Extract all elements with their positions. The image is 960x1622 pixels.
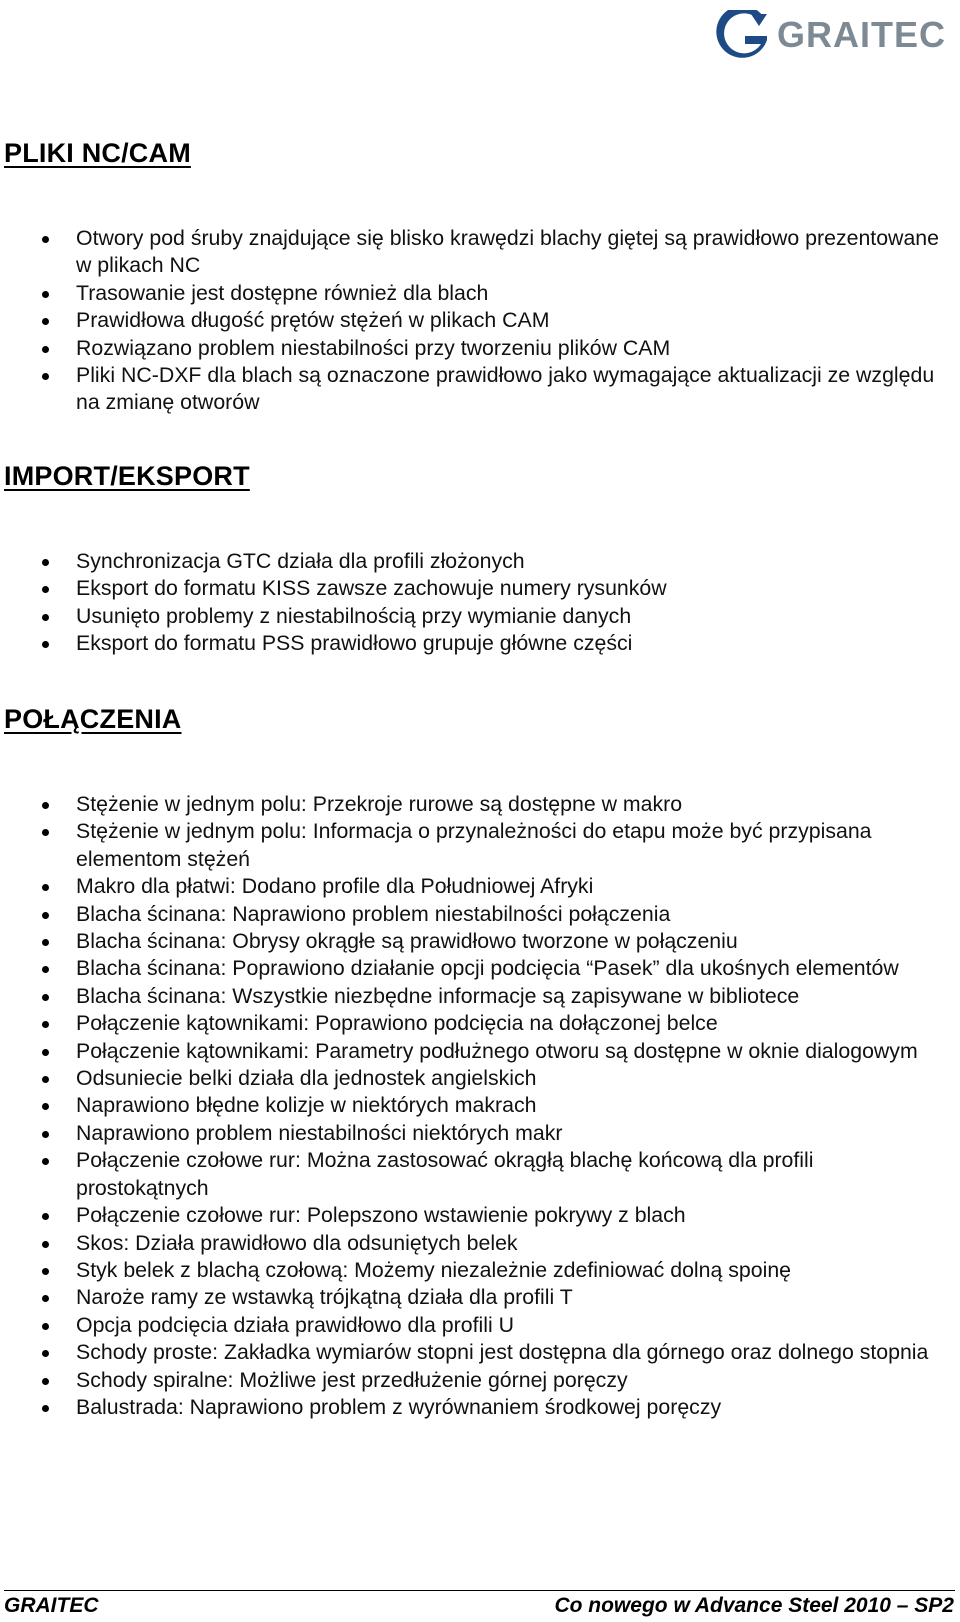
- list-item: Balustrada: Naprawiono problem z wyrównaniem środkowej poręczy: [4, 1394, 940, 1421]
- bullet-icon: [42, 559, 49, 566]
- list-item: Pliki NC-DXF dla blach są oznaczone prawidłowo jako wymagające aktualizacji ze względu na zmianę otworów: [4, 362, 940, 417]
- section-title: PLIKI NC/CAM: [4, 138, 191, 168]
- list-item: Skos: Działa prawidłowo dla odsuniętych belek: [4, 1230, 940, 1257]
- list-item: Połączenie kątownikami: Parametry podłużnego otworu są dostępne w oknie dialogowym: [4, 1038, 940, 1065]
- list-item: Stężenie w jednym polu: Informacja o przynależności do etapu może być przypisana elementom stężeń: [4, 818, 940, 873]
- list-item: Blacha ścinana: Poprawiono działanie opcji podcięcia “Pasek” dla ukośnych elementów: [4, 955, 940, 982]
- bullet-icon: [42, 1076, 49, 1083]
- list-item: Naprawiono problem niestabilności niektórych makr: [4, 1120, 940, 1147]
- list-item: Blacha ścinana: Wszystkie niezbędne informacje są zapisywane w bibliotece: [4, 983, 940, 1010]
- list-item: Rozwiązano problem niestabilności przy tworzeniu plików CAM: [4, 335, 940, 362]
- bullet-list: [4, 225, 940, 417]
- list-item: Naroże ramy ze wstawką trójkątną działa dla profili T: [4, 1284, 940, 1311]
- bullet-icon: [42, 236, 49, 243]
- bullet-icon: [42, 373, 49, 380]
- bullet-icon: [42, 641, 49, 648]
- list-item: Usunięto problemy z niestabilnością przy wymianie danych: [4, 603, 940, 630]
- bullet-icon: [42, 829, 49, 836]
- bullet-icon: [42, 291, 49, 298]
- list-item: Odsuniecie belki działa dla jednostek angielskich: [4, 1065, 940, 1092]
- list-item: Schody proste: Zakładka wymiarów stopni jest dostępna dla górnego oraz dolnego stopnia: [4, 1339, 940, 1366]
- bullet-icon: [42, 939, 49, 946]
- bullet-list: [4, 791, 940, 1421]
- bullet-icon: [42, 1131, 49, 1138]
- bullet-icon: [42, 994, 49, 1001]
- bullet-icon: [42, 1405, 49, 1412]
- bullet-icon: [42, 1103, 49, 1110]
- list-item: Blacha ścinana: Naprawiono problem niestabilności połączenia: [4, 901, 940, 928]
- bullet-list: [4, 548, 940, 658]
- bullet-icon: [42, 1049, 49, 1056]
- bullet-icon: [42, 318, 49, 325]
- graitec-g-icon: [715, 10, 773, 60]
- section-pliki-nc-cam: [4, 138, 940, 417]
- bullet-icon: [42, 1378, 49, 1385]
- graitec-logo: [696, 6, 946, 64]
- section-title: IMPORT/EKSPORT: [4, 461, 250, 491]
- bullet-icon: [42, 346, 49, 353]
- list-item: Otwory pod śruby znajdujące się blisko krawędzi blachy giętej są prawidłowo prezentowane w plikach NC: [4, 225, 940, 280]
- list-item: Połączenie czołowe rur: Polepszono wstawienie pokrywy z blach: [4, 1202, 940, 1229]
- bullet-icon: [42, 802, 49, 809]
- bullet-icon: [42, 1350, 49, 1357]
- bullet-icon: [42, 1158, 49, 1165]
- list-item: Połączenie kątownikami: Poprawiono podcięcia na dołączonej belce: [4, 1010, 940, 1037]
- list-item: Opcja podcięcia działa prawidłowo dla profili U: [4, 1312, 940, 1339]
- list-item: Blacha ścinana: Obrysy okrągłe są prawidłowo tworzone w połączeniu: [4, 928, 940, 955]
- bullet-icon: [42, 966, 49, 973]
- list-item: Styk belek z blachą czołową: Możemy niezależnie zdefiniować dolną spoinę: [4, 1257, 940, 1284]
- bullet-icon: [42, 1241, 49, 1248]
- footer-company: GRAITEC: [4, 1594, 99, 1617]
- bullet-icon: [42, 912, 49, 919]
- bullet-icon: [42, 884, 49, 891]
- bullet-icon: [42, 1021, 49, 1028]
- section-polaczenia: [4, 704, 940, 1421]
- list-item: Schody spiralne: Możliwe jest przedłużenie górnej poręczy: [4, 1367, 940, 1394]
- bullet-icon: [42, 1295, 49, 1302]
- footer-document-title: Co nowego w Advance Steel 2010 – SP2: [554, 1594, 954, 1617]
- bullet-icon: [42, 1323, 49, 1330]
- list-item: Trasowanie jest dostępne również dla blach: [4, 280, 940, 307]
- list-item: Makro dla płatwi: Dodano profile dla Południowej Afryki: [4, 873, 940, 900]
- bullet-icon: [42, 586, 49, 593]
- list-item: Eksport do formatu PSS prawidłowo grupuje główne części: [4, 630, 940, 657]
- list-item: Naprawiono błędne kolizje w niektórych makrach: [4, 1092, 940, 1119]
- section-title: POŁĄCZENIA: [4, 704, 182, 734]
- list-item: Połączenie czołowe rur: Można zastosować okrągłą blachę końcową dla profili prostokątnych: [4, 1147, 940, 1202]
- list-item: Synchronizacja GTC działa dla profili złożonych: [4, 548, 940, 575]
- list-item: Prawidłowa długość prętów stężeń w plikach CAM: [4, 307, 940, 334]
- section-import-eksport: [4, 461, 940, 658]
- footer-divider: [4, 1590, 955, 1591]
- list-item: Eksport do formatu KISS zawsze zachowuje numery rysunków: [4, 575, 940, 602]
- bullet-icon: [42, 1268, 49, 1275]
- bullet-icon: [42, 614, 49, 621]
- bullet-icon: [42, 1213, 49, 1220]
- list-item: Stężenie w jednym polu: Przekroje rurowe są dostępne w makro: [4, 791, 940, 818]
- logo-text: GRAITEC: [777, 14, 946, 55]
